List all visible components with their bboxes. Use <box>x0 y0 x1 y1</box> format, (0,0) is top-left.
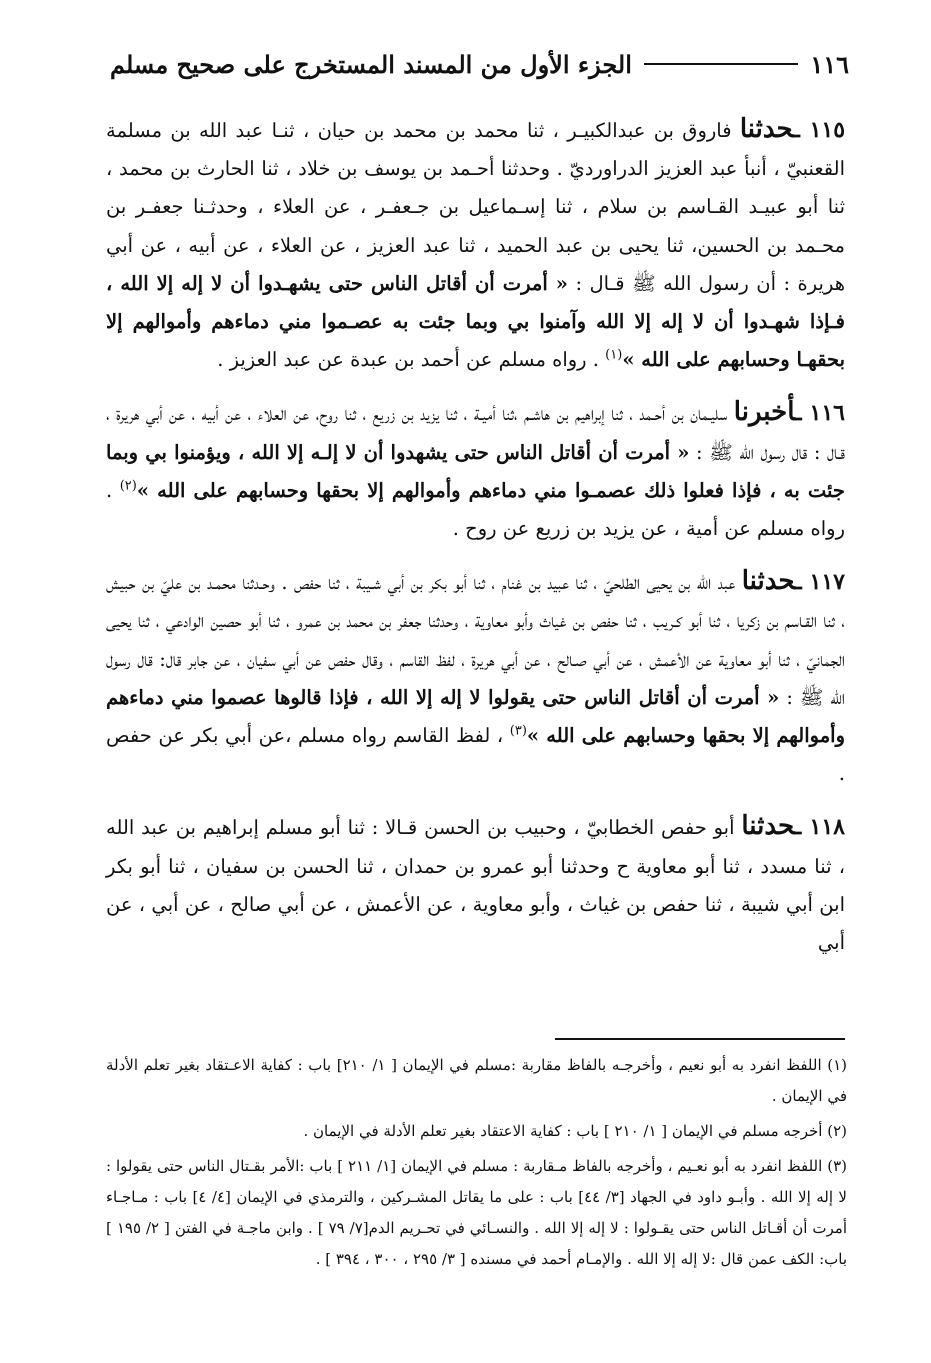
hadith-chain: أبو حفص الخطابيّ ، وحبيب بن الحسن قـالا : ثنا أبو مسلم إبراهيم بن عبد الله ، ثنا مسدد ، ثنا أبو معاوية ح وحدثنا أبو عمرو بن حمدان ، ثنا الحسن بن سفيان ، ثنا أبو بكر ابن أبي شيبة ، ثنا حفص بن غياث ، وأبو معاوية ، عن الأعمش ، عن أبي صالح ، عن أبي ، عن أبي <box>106 816 845 955</box>
footnote-3: (٣) اللفظ انفرد به أبو نعـيم ، وأخرجه بالفاظ مـقاربة : مسلم في الإيمان [١/ ٢١١ ] باب :الأمر بقـتال الناس حتى يقولوا : لا إله إلا الله . وأبـو داود في الجهاد [٣/ ٤٤] باب : على ما يقاتل المشـركين ، والترمذي في الإيمان [٤/ ٤] باب : مـاجـاء أمرت أن أقـاتل الناس حتى يقـولوا : لا إله إلا الله . والنسـائي في تحـريم الدم[٧/ ٧٩ ] . وابن ماجـة في الفتن [ ٢/ ١٩٥ ] باب: الكف عمن قال :لا إله إلا الله . والإمـام أحمد في مسنده [ ٣/ ٢٩٥ ، ٣٠٠ ، ٣٩٤ ] . <box>106 1157 848 1268</box>
running-title: الجزء الأول من المسند المستخرج على صحيح مسلم <box>110 49 632 79</box>
footnote-divider <box>555 1038 845 1040</box>
hadith-118 <box>106 807 845 962</box>
page-number: ١١٦ <box>810 49 849 79</box>
hadith-number: ١١٨ ـ <box>794 814 845 841</box>
hadith-number: ١١٦ ـ <box>795 400 845 427</box>
footnote-2: (٢) أخرجه مسلم في الإيمان [ ١/ ٢١٠ ] باب : كفاية الاعتقاد بغير تعلم الأدلة في الإيمان . <box>303 1122 847 1140</box>
hadith-117 <box>106 562 845 793</box>
hadith-keyword: حدثنا <box>741 566 796 597</box>
hadith-keyword: أخبرنا <box>733 397 796 428</box>
hadith-115 <box>106 110 845 379</box>
footnote-ref[interactable]: (١) <box>605 347 623 363</box>
hadith-takhrij: ، لفظ القاسم رواه مسلم ،عن أبي بكر عن حفص . <box>106 724 845 786</box>
hadith-chain: سليـمان بن أحـمد ، ثنا إبراهيم بن هاشـم ،ثنا أميـة ، ثنا يزيد بن زريع ، ثنا روح، عن العلاء ، عن أبيه ، عن أبي هريرة ، قـال : قال رسول الله ﷺ : <box>106 402 846 464</box>
footnote-1: (١) اللفظ انفرد به أبو نعيم ، وأخرجـه بالفاظ مقاربة :مسلم في الإيمان [ ١/ ٢١٠] باب : كفاية الاعـتقاد بغير تعلم الأدلة في الإيمان . <box>106 1056 848 1105</box>
main-text <box>106 110 845 976</box>
footnotes <box>106 1050 847 1279</box>
hadith-matn: « أمرت أن أقاتل الناس حتى يقولوا لا إله إلا الله ، فإذا قالوها عصموا مني دماءهم وأموالهم إلا بحقها وحسابهم على الله » <box>106 685 845 748</box>
hadith-number: ١١٥ ـ <box>793 117 846 143</box>
hadith-chain: عبد الله بن يحيى الطلحيّ ، ثنا عبيد بن غنام ، ثنا أبو بكر بن أبي شـيبة ، ثنا حفص . وحـدثنا محمـد بن عليّ بن حبيش ، ثنا القـاسم بن زكريا ، ثنا أبو كـريب ، ثنا حفص بن غياث وأبو معاوية ، وحدثنا جعفر بن محمد بن عمرو ، ثنا أبو حصين الوادعي ، ثنا يحيى الجمانيّ ، ثنا أبو معاوية عن الأعمش ، عن أبي صـالح ، عن أبي هريرة ، لفظ القاسم ، وقال حفص عن أبي سفيان ، عن جابر قال: قال رسول الله ﷺ : <box>106 571 845 709</box>
hadith-number: ١١٧ ـ <box>795 569 845 596</box>
hadith-takhrij: . رواه مسلم عن أمية ، عن يزيد بن زريع عن روح . <box>106 478 845 541</box>
footnote-ref[interactable]: (٢) <box>119 478 137 494</box>
hadith-keyword: حدثنا <box>739 114 794 144</box>
hadith-matn: « أمرت أن أقاتل الناس حتى يشهدوا أن لا إلـه إلا الله ، ويؤمنوا بي وبما جئت به ، فإذا فعلوا ذلك عصمـوا مني دماءهم وأموالهم إلا بحقها وحسابهم على الله » <box>106 440 845 502</box>
hadith-116 <box>106 393 845 548</box>
hadith-chain: فاروق بن عبدالكبيـر ، ثنا محمد بن محمد بن حيان ، ثنـا عبد الله بن مسلمة القعنبيّ ، أنبأ عبد العزيز الدراورديّ . وحدثنا أحـمد بن يوسف بن خلاد ، ثنا الحارث بن محمد ، ثنا أبو عبيـد القـاسم بن سلام ، ثنا إسـماعيل بن جـعفـر ، عن العلاء ، وحدثـنا جعفـر بن محـمد بن الحسين، ثنا يحيى بن عبد الحميد ، ثنا عبد العزيز ، عن العلاء ، عن أبيه ، عن أبي هريرة : أن رسول الله ﷺ قـال : <box>106 119 845 295</box>
hadith-takhrij: . رواه مسلم عن أحمد بن عبدة عن عبد العزيز . <box>217 348 606 372</box>
hadith-keyword: حدثنا <box>741 811 795 842</box>
header-rule <box>644 63 798 65</box>
hadith-matn: « أمرت أن أقاتل الناس حتى يشهـدوا أن لا إله إلا الله ، فـإذا شهـدوا أن لا إله إلا الله وآمنوا بي وبما جئت به عصـموا مني دماءهم وأموالهم إلا بحقهـا وحسابهم على الله » <box>106 271 845 372</box>
footnote-ref[interactable]: (٣) <box>509 723 527 739</box>
running-header <box>110 42 849 86</box>
